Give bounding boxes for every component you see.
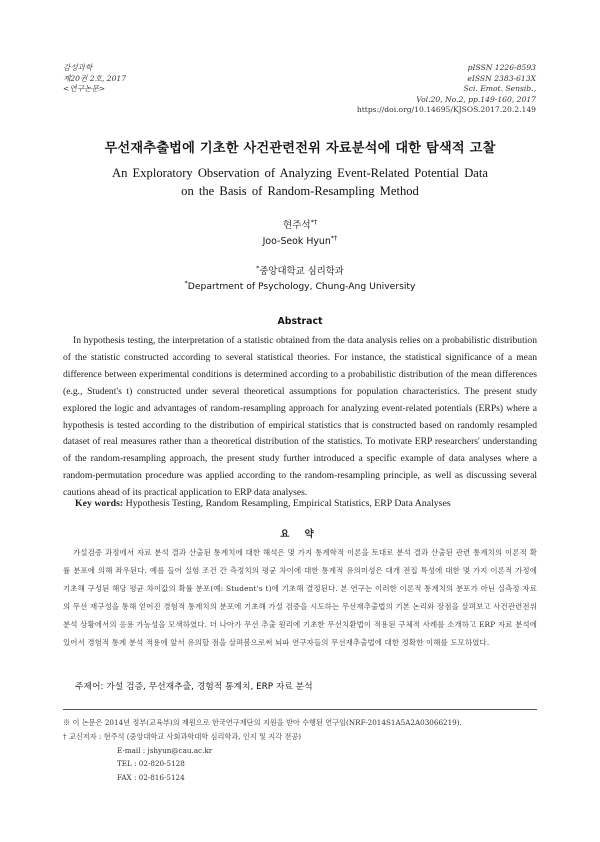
summary-body: 가설검증 과정에서 자료 분석 결과 산출된 통계치에 대한 해석은 몇 가지 통계학적 이론을 토대로 분석 결과 산출된 관련 통계치의 이론적 확률 분포에 의해 좌우된다. 예를 들어 실험 조건 간 측정치의 평균 차이에 대한 통계적 유의미성은 대개 전집 특성에 대한 몇 가지 이론적 가정에 기초해 구성된 해당 평균 차이값의 확률 분포(예: Student's t)에 기초해 결정된다. 본 연구는 이러한 이론적 통계치의 분포가 아닌 실측정 자료의 무선 재구성을 통해 얻어진 경험적 통계치의 분포에 기초해 가설 검증을 시도하는 무선재추출법의 기본 논리와 장점을 살펴보고 사건관련전위 분석 상황에서의 응용 가능성을 모색하였다. 더 나아가 무선 추출 원리에 기초한 무선치환법이 적용된 구체적 사례를 소개하고 ERP 자료 분석에 있어서 경험적 통계 분석 적용에 앞서 유의할 점을 살펴봄으로써 뇌파 연구자들의 무선재추출법에 대한 정확한 이해를 도모하였다. [63, 548, 537, 648]
affiliation-korean-mark: * [256, 264, 260, 272]
abstract-heading: Abstract [277, 316, 323, 327]
journal-name: 감성과학 [63, 63, 93, 72]
author-korean [0, 217, 600, 231]
footnote-tel: TEL : 02-820-5128 [117, 759, 185, 769]
affiliation-korean-text: 중앙대학교 심리학과 [259, 266, 344, 277]
footnote-corresponding-author: † 교신저자 : 현주석 (중앙대학교 사회과학대학 심리학과, 인지 및 지각 전공) [63, 731, 302, 741]
affiliation-korean [0, 263, 600, 277]
keywords-text: Hypothesis Testing, Random Resampling, Empirical Statistics, ERP Data Analyses [125, 498, 451, 509]
keywords-english [75, 498, 545, 509]
pissn: pISSN 1226-8593 [467, 63, 536, 72]
author-korean-marks: *† [310, 218, 318, 226]
affiliation-english-text: Department of Psychology, Chung-Ang University [187, 281, 416, 292]
journal-volume: 제20권 2호, 2017 [63, 73, 127, 83]
abstract-body: In hypothesis testing, the interpretation of a statistic obtained from the data analysis relies on a probabilistic distribution of the statistic constructed according to several statistical theories. For instance, the statistical significance of a mean difference between experimental conditions is determined according to a probabilistic distribution of the mean differences (e.g., Student's t) constructed under several theoretical assumptions for population characteristics. The present study explored the logic and advantages of random-resampling approach for analyzing event-related potentials (ERPs) where a hypothesis is tested according to the distribution of empirical statistics that is constructed based on randomly resampled dataset of real measures rather than a theoretical distribution of the statistics. To motivate ERP researchers' understanding of the random-resampling approach, the present study further introduced a specific example of data analyses where a random-permutation procedure was applied according to the random-resampling principle, as well as discussing several cautions ahead of its practical application to ERP data analyses. [63, 335, 537, 499]
footnote-funding: ※ 이 논문은 2014년 정부(교육부)의 재원으로 한국연구재단의 지원을 받아 수행된 연구임(NRF-2014S1A5A2A03066219). [63, 718, 462, 727]
keywords-korean-text: 가설 검증, 무선재추출, 경험적 통계치, ERP 자료 분석 [106, 682, 313, 692]
title-korean: 무선재추출법에 기초한 사건관련전위 자료분석에 대한 탐색적 고찰 [104, 141, 496, 156]
title-english-line-1: An Exploratory Observation of Analyzing Event-Related Potential Data [112, 166, 488, 180]
summary-heading: 요 약 [280, 529, 320, 540]
article-type: <연구논문> [63, 84, 106, 94]
title-english [0, 164, 600, 200]
author-english-marks: *† [330, 234, 338, 242]
author-english [0, 234, 600, 247]
journal-header-left [63, 63, 126, 95]
footnote-email[interactable]: E-mail : jshyun@cau.ac.kr [117, 745, 213, 755]
journal-abbrev: Sci. Emot. Sensib., [463, 84, 536, 94]
journal-header-right [357, 63, 536, 116]
title-english-line-2: on the Basis of Random-Resampling Method [181, 184, 419, 198]
author-korean-name: 현주석 [282, 220, 311, 231]
affiliation-english [0, 279, 600, 292]
footnote-divider [63, 709, 537, 710]
eissn: eISSN 2383-613X [467, 73, 536, 83]
footnote-fax: FAX : 02-816-5124 [117, 773, 185, 783]
keywords-korean-label: 주제어: [75, 682, 104, 692]
volume-pages: Vol.20, No.2, pp.149-160, 2017 [416, 94, 536, 104]
author-english-name: Joo-Seok Hyun [262, 236, 331, 247]
keywords-korean [75, 679, 545, 692]
footnotes [63, 716, 543, 785]
affiliation-english-mark: * [184, 279, 188, 287]
keywords-label: Key words: [75, 498, 124, 509]
doi-link[interactable]: https://doi.org/10.14695/KJSOS.2017.20.2.149 [356, 105, 536, 115]
